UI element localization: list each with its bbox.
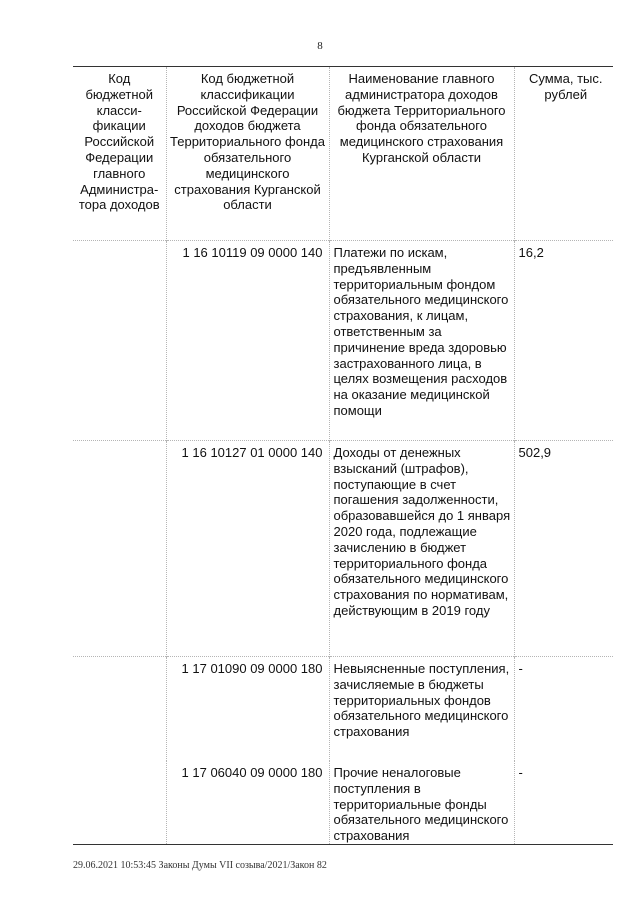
header-revenue-code: Код бюджетной классификации Российской Федерации доходов бюджета Территориального фонда обязательного медицинского страхования Курганской области xyxy=(166,67,329,241)
table-body xyxy=(73,241,613,845)
table-row xyxy=(73,761,613,844)
sum-cell: - xyxy=(514,657,613,762)
header-sum: Сумма, тыс. рублей xyxy=(514,67,613,241)
revenue-code-cell: 1 16 10119 09 0000 140 xyxy=(166,241,329,441)
page-number: 8 xyxy=(317,40,323,52)
revenue-name-cell: Платежи по искам, предъявленным территориальным фондом обязательного медицинского страхования, к лицам, ответственным за причинение вреда здоровью застрахованного лица, в целях возмещения расходов на оказание медицинской помощи xyxy=(329,241,514,441)
admin-code-cell xyxy=(73,657,166,762)
sum-cell: - xyxy=(514,761,613,844)
revenue-name-cell: Доходы от денежных взысканий (штрафов), поступающие в счет погашения задолженности, образовавшейся до 1 января 2020 года, подлежащие зачислению в бюджет территориального фонда обязательного медицинского страхования по нормативам, действующим в 2019 году xyxy=(329,441,514,657)
revenue-code-cell: 1 17 06040 09 0000 180 xyxy=(166,761,329,844)
table-header xyxy=(73,67,613,241)
revenue-code-cell: 1 17 01090 09 0000 180 xyxy=(166,657,329,762)
table-row xyxy=(73,657,613,762)
admin-code-cell xyxy=(73,241,166,441)
admin-code-cell xyxy=(73,761,166,844)
revenue-table xyxy=(73,66,613,845)
document-footer: 29.06.2021 10:53:45 Законы Думы VII созыва/2021/Закон 82 xyxy=(73,860,327,871)
header-admin-code: Код бюджетной класси-фикации Российской Федерации главного Администра-тора доходов xyxy=(78,71,160,213)
header-row xyxy=(73,67,613,241)
header-admin-name: Наименование главного администратора доходов бюджета Территориального фонда обязательного медицинского страхования Курганской области xyxy=(329,67,514,241)
table-row xyxy=(73,241,613,441)
table-row xyxy=(73,441,613,657)
revenue-name-cell: Невыясненные поступления, зачисляемые в бюджеты территориальных фондов обязательного медицинского страхования xyxy=(329,657,514,762)
admin-code-cell xyxy=(73,441,166,657)
sum-cell: 502,9 xyxy=(514,441,613,657)
revenue-code-cell: 1 16 10127 01 0000 140 xyxy=(166,441,329,657)
revenue-name-cell: Прочие неналоговые поступления в территориальные фонды обязательного медицинского страхования xyxy=(329,761,514,844)
sum-cell: 16,2 xyxy=(514,241,613,441)
